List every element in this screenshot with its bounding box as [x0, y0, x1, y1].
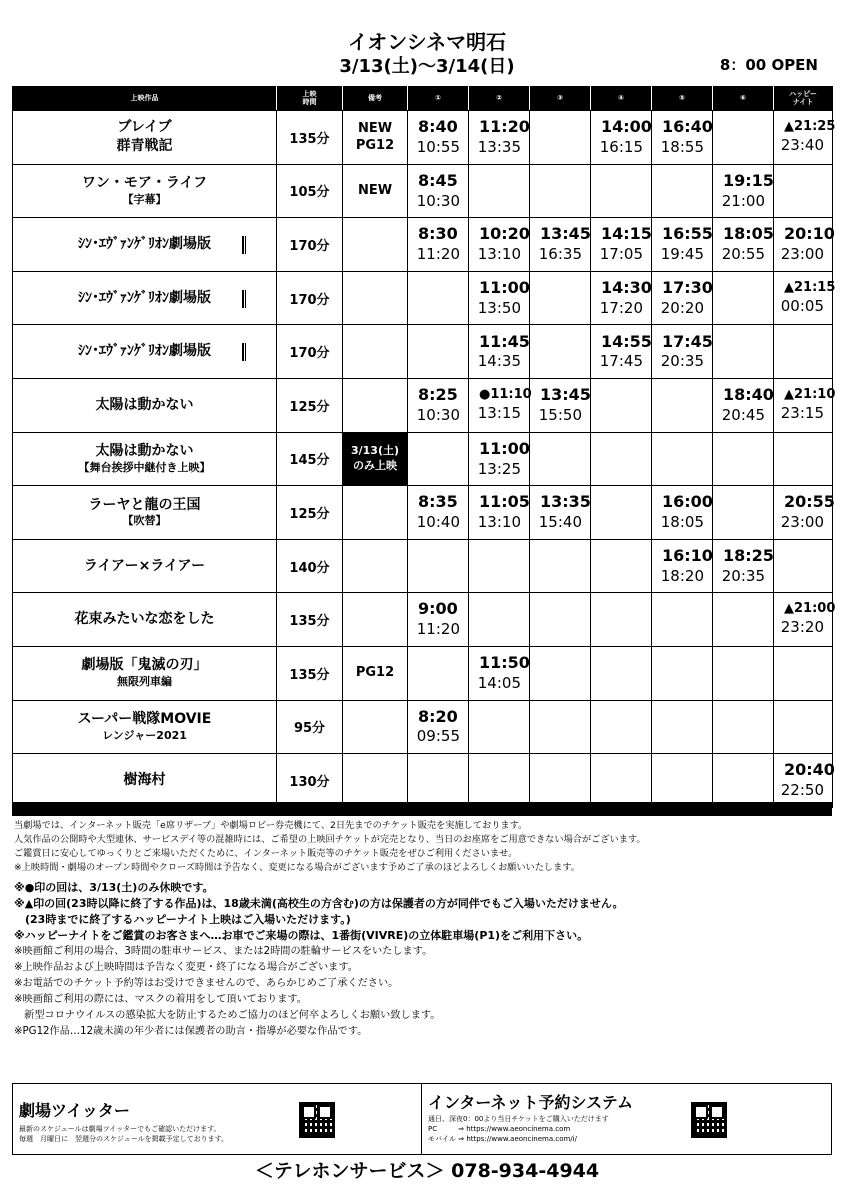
showtime-cell [774, 646, 833, 700]
part-mark-icon [242, 236, 246, 254]
showtime-cell[interactable] [469, 271, 530, 325]
showtime-cell [408, 539, 469, 593]
showtime-cell[interactable] [469, 432, 530, 486]
showtime-cell[interactable] [469, 378, 530, 432]
schedule-table [12, 86, 836, 808]
runtime: 105分 [277, 164, 343, 218]
start-time: 18:05 [723, 224, 774, 244]
showtime-cell [713, 486, 774, 540]
runtime: 135分 [277, 646, 343, 700]
pc-url-link[interactable]: PC ⇒ https://www.aeoncinema.com [428, 1125, 571, 1133]
column-header: 上映 時間 [277, 87, 343, 111]
showtime-cell[interactable] [408, 164, 469, 218]
note-line: ※お電話でのチケット予約等はお受けできませんので、あらかじめご了承ください。 [14, 978, 399, 989]
movie-title: 劇場版「鬼滅の刃」 [81, 657, 208, 674]
note-line: ※ハッピーナイトをご鑑賞のお客さまへ…お車でご来場の際は、1番街(VIVRE)の立体駐車場(P1)をご利用下さい。 [14, 929, 589, 942]
movie-title-cell [13, 218, 277, 272]
end-time: 15:40 [538, 513, 582, 532]
showtime-cell[interactable] [713, 539, 774, 593]
end-time: 18:05 [660, 513, 704, 532]
start-time: 14:55 [601, 331, 652, 351]
runtime: 135分 [277, 593, 343, 647]
movie-title-cell [13, 700, 277, 754]
showtime-cell [713, 111, 774, 165]
note-line: ※上映作品および上映時間は予告なく変更・終了になる場合がございます。 [14, 962, 358, 973]
start-time: 8:40 [418, 117, 458, 137]
end-time: 14:35 [477, 352, 521, 371]
movie-row [13, 111, 833, 165]
end-time: 17:20 [599, 298, 643, 317]
runtime: 130分 [277, 754, 343, 808]
start-time: 8:20 [418, 706, 458, 726]
start-time: ▲21:25 [784, 119, 836, 135]
start-time: 8:30 [418, 224, 458, 244]
showtime-cell [652, 700, 713, 754]
start-time: 16:10 [662, 545, 713, 565]
showtime-cell[interactable] [713, 164, 774, 218]
movie-row [13, 593, 833, 647]
start-time: 16:00 [662, 492, 713, 512]
end-time: 23:20 [780, 618, 824, 637]
note-line: ※▲印の回(23時以降に終了する作品)は、18歳未満(高校生の方含む)の方は保護者の方が同伴でもご入場いただけません。 [14, 897, 624, 910]
movie-row [13, 646, 833, 700]
showtime-cell[interactable] [469, 646, 530, 700]
showtime-cell [530, 111, 591, 165]
note-line: ※上映時間・劇場のオープン時間やクローズ時間は予告なく、変更になる場合がございます予めご了承のほどよろしくお願いいたします。 [14, 862, 580, 873]
showtime-cell[interactable] [408, 111, 469, 165]
showtime-cell [530, 432, 591, 486]
movie-title: スーパー戦隊MOVIE [77, 710, 212, 727]
movie-subtitle: 【吹替】 [122, 514, 167, 528]
runtime: 135分 [277, 111, 343, 165]
showtime-cell[interactable] [713, 218, 774, 272]
showtime-cell[interactable] [652, 325, 713, 379]
runtime: 140分 [277, 539, 343, 593]
end-time: 23:15 [780, 403, 824, 422]
end-time: 18:20 [660, 566, 704, 585]
remarks [343, 325, 408, 379]
start-time: 18:25 [723, 545, 774, 565]
movie-row [13, 271, 833, 325]
showtime-cell [408, 271, 469, 325]
end-time: 10:30 [416, 191, 460, 210]
twitter-heading: 劇場ツイッター [19, 1101, 130, 1120]
start-time: 13:45 [540, 385, 591, 405]
showtime-cell [713, 593, 774, 647]
movie-title: ｼﾝ･ｴｳﾞｧﾝｹﾞﾘｵﾝ劇場版 [78, 236, 211, 253]
end-time: 13:15 [477, 403, 521, 422]
note-line: 新型コロナウイルスの感染拡大を防止するためご協力のほど何卒よろしくお願い致します。 [14, 1010, 441, 1021]
start-time: 11:00 [479, 438, 530, 458]
start-time: ●11:10 [479, 387, 532, 403]
showtime-cell [469, 539, 530, 593]
showtime-cell [652, 754, 713, 808]
remarks [343, 218, 408, 272]
end-time: 11:20 [416, 245, 460, 264]
showtime-cell[interactable] [530, 486, 591, 540]
remarks [343, 271, 408, 325]
showtime-cell[interactable] [530, 218, 591, 272]
showtime-cell[interactable] [408, 218, 469, 272]
start-time: 14:00 [601, 117, 652, 137]
start-time: 17:30 [662, 277, 713, 297]
end-time: 09:55 [416, 727, 460, 746]
showtime-cell[interactable] [774, 271, 836, 325]
movie-title-cell [13, 432, 277, 486]
remarks: PG12 [343, 646, 408, 700]
end-time: 20:35 [721, 566, 765, 585]
showtime-cell[interactable] [591, 111, 652, 165]
runtime: 170分 [277, 325, 343, 379]
movie-title: ラーヤと龍の王国 [88, 496, 201, 513]
start-time: 11:05 [479, 492, 530, 512]
showtime-cell[interactable] [774, 218, 833, 272]
separator-bar [12, 802, 832, 816]
showtime-cell[interactable] [469, 486, 530, 540]
showtime-cell [652, 432, 713, 486]
showtime-cell [591, 593, 652, 647]
movie-row [13, 325, 833, 379]
open-time: 8：00 OPEN [719, 56, 818, 74]
start-time: 13:35 [540, 492, 591, 512]
movie-title: 太陽は動かない [95, 442, 194, 459]
end-time: 21:00 [721, 191, 765, 210]
movie-title: 花束みたいな恋をした [74, 611, 215, 628]
runtime: 125分 [277, 378, 343, 432]
start-time: 17:45 [662, 331, 713, 351]
end-time: 16:15 [599, 137, 643, 156]
movie-row [13, 754, 833, 808]
internet-text: 通日、深夜0：00より当日チケットをご購入いただけます PC ⇒ https://www.aeoncinema.com モバイル ⇒ https://www.aeoncinema.com/i/ [428, 1115, 609, 1143]
start-time: 8:25 [418, 385, 458, 405]
showtime-cell [774, 432, 833, 486]
showtime-cell [530, 593, 591, 647]
part-mark-icon [242, 343, 246, 361]
showtime-cell [652, 593, 713, 647]
ticket-notes [14, 819, 830, 875]
showtime-cell [774, 325, 833, 379]
movie-subtitle: 【字幕】 [122, 192, 167, 206]
showtime-cell [469, 700, 530, 754]
showtime-cell [408, 646, 469, 700]
showtime-cell [469, 754, 530, 808]
showtime-cell [591, 700, 652, 754]
showtime-cell [652, 164, 713, 218]
movie-row [13, 539, 833, 593]
end-time: 23:00 [780, 245, 824, 264]
showtime-cell[interactable] [469, 325, 530, 379]
start-time: 11:45 [479, 331, 530, 351]
end-time: 13:25 [477, 459, 521, 478]
internet-heading: インターネット予約システム [428, 1093, 633, 1112]
remarks: 3/13(土) のみ上映 [343, 432, 408, 486]
showtime-cell [591, 486, 652, 540]
end-time: 10:40 [416, 513, 460, 532]
showtime-cell [591, 432, 652, 486]
showtime-cell[interactable] [652, 111, 713, 165]
showtime-cell [469, 164, 530, 218]
remarks [343, 378, 408, 432]
remarks [343, 700, 408, 754]
end-time: 13:10 [477, 513, 521, 532]
movie-title: ブレイブ [117, 119, 172, 136]
showtime-cell[interactable] [652, 271, 713, 325]
showtime-cell [774, 164, 833, 218]
start-time: 11:00 [479, 277, 530, 297]
start-time: ▲21:00 [784, 601, 836, 617]
movie-title: ワン・モア・ライフ [81, 175, 208, 192]
start-time: ▲21:10 [784, 387, 836, 403]
end-time: 18:55 [660, 137, 704, 156]
remarks [343, 754, 408, 808]
showtime-cell[interactable] [774, 111, 836, 165]
showtime-cell[interactable] [591, 271, 652, 325]
end-time: 20:45 [721, 405, 765, 424]
start-time: 9:00 [418, 599, 458, 619]
end-time: 17:05 [599, 245, 643, 264]
showtime-cell [652, 378, 713, 432]
showtime-cell[interactable] [469, 218, 530, 272]
note-line: ※映画館ご利用の際には、マスクの着用をして頂いております。 [14, 994, 307, 1005]
showtime-cell[interactable] [469, 111, 530, 165]
movie-title-cell [13, 271, 277, 325]
start-time: 8:45 [418, 170, 458, 190]
info-box [12, 1083, 832, 1155]
end-time: 20:35 [660, 352, 704, 371]
note-line: 人気作品の公開時や大型連休、サービスデイ等の混雑時には、ご希望の上映回チケットが完売となり、当日のお座席をご用意できない場合がございます。 [14, 834, 646, 845]
column-header: 備考 [343, 87, 408, 111]
remarks [343, 593, 408, 647]
start-time: 20:10 [784, 224, 835, 244]
movie-row [13, 432, 833, 486]
runtime: 95分 [277, 700, 343, 754]
movie-title-cell [13, 539, 277, 593]
column-header: ② [469, 87, 530, 111]
start-time: 20:40 [784, 760, 835, 780]
movie-title-cell [13, 593, 277, 647]
end-time: 20:55 [721, 245, 765, 264]
showtime-cell [774, 700, 833, 754]
movie-subtitle: レンジャー2021 [102, 728, 187, 742]
end-time: 19:45 [660, 245, 704, 264]
movie-title: 樹海村 [123, 771, 166, 788]
end-time: 11:20 [416, 620, 460, 639]
internet-booking-section [422, 1084, 831, 1154]
showtime-cell[interactable] [652, 218, 713, 272]
movie-row [13, 486, 833, 540]
showtime-cell[interactable] [408, 486, 469, 540]
note-line: ※●印の回は、3/13(土)のみ休映です。 [14, 881, 214, 894]
end-time: 13:35 [477, 137, 521, 156]
column-header: 上映作品 [13, 87, 277, 111]
note-line: 当劇場では、インターネット販売「e席リザーブ」や劇場ロビー券売機にて、2日先までのチケット販売を実施しております。 [14, 820, 528, 831]
twitter-text: 最新のスケジュールは劇場ツイッターでもご確認いただけます。 毎週 月曜日に 翌週分のスケジュールを掲載予定しております。 [19, 1125, 229, 1143]
end-time: 14:05 [477, 673, 521, 692]
start-time: 14:15 [601, 224, 652, 244]
movie-row [13, 700, 833, 754]
column-header: ⑥ [713, 87, 774, 111]
movie-row [13, 164, 833, 218]
start-time: 19:15 [723, 170, 774, 190]
start-time: 16:55 [662, 224, 713, 244]
movie-title-cell [13, 111, 277, 165]
end-time: 13:10 [477, 245, 521, 264]
twitter-qr-code-icon [299, 1102, 335, 1138]
showtime-cell [713, 432, 774, 486]
movie-title-cell [13, 646, 277, 700]
showtime-cell[interactable] [774, 754, 833, 808]
end-time: 16:35 [538, 245, 582, 264]
showtime-cell [530, 539, 591, 593]
start-time: 14:30 [601, 277, 652, 297]
showtime-cell[interactable] [591, 325, 652, 379]
end-time: 10:55 [416, 137, 460, 156]
column-header: ハッピー ナイト [774, 87, 833, 111]
movie-subtitle: 【舞台挨拶中継付き上映】 [78, 460, 211, 474]
start-time: 10:20 [479, 224, 530, 244]
runtime: 170分 [277, 218, 343, 272]
showtime-cell[interactable] [591, 218, 652, 272]
start-time: 20:55 [784, 492, 835, 512]
showtime-cell[interactable] [652, 539, 713, 593]
end-time: 23:00 [780, 513, 824, 532]
showtime-cell [530, 754, 591, 808]
showtime-cell[interactable] [530, 378, 591, 432]
telephone-service: ＜テレホンサービス＞ 078-934-4944 [254, 1160, 600, 1182]
end-time: 20:20 [660, 298, 704, 317]
note-line: ※PG12作品…12歳未満の年少者には保護者の助言・指導が必要な作品です。 [14, 1026, 368, 1037]
start-time: 13:45 [540, 224, 591, 244]
showtime-cell [591, 164, 652, 218]
showtime-cell[interactable] [652, 486, 713, 540]
column-header: ④ [591, 87, 652, 111]
showtime-cell [469, 593, 530, 647]
column-header: ③ [530, 87, 591, 111]
showtime-cell [530, 646, 591, 700]
mobile-url-link[interactable]: モバイル ⇒ https://www.aeoncinema.com/i/ [428, 1135, 577, 1143]
movie-title-cell [13, 164, 277, 218]
note-line: (23時までに終了するハッピーナイト上映はご入場いただけます。) [14, 913, 351, 926]
runtime: 145分 [277, 432, 343, 486]
end-time: 23:40 [780, 135, 824, 154]
start-time: 11:20 [479, 117, 530, 137]
showtime-cell[interactable] [408, 378, 469, 432]
showtime-cell [591, 539, 652, 593]
movie-title: ライアー×ライアー [83, 557, 206, 574]
column-header: ① [408, 87, 469, 111]
showtime-cell[interactable] [774, 486, 833, 540]
start-time: 8:35 [418, 492, 458, 512]
showtime-cell[interactable] [774, 593, 836, 647]
movie-row [13, 218, 833, 272]
end-time: 17:45 [599, 352, 643, 371]
showtime-cell [530, 164, 591, 218]
showtime-cell[interactable] [713, 378, 774, 432]
end-time: 00:05 [780, 296, 824, 315]
showtime-cell[interactable] [408, 593, 469, 647]
showtime-cell [652, 646, 713, 700]
start-time: 11:50 [479, 653, 530, 673]
movie-title: ｼﾝ･ｴｳﾞｧﾝｹﾞﾘｵﾝ劇場版 [78, 289, 211, 306]
showtime-cell [408, 754, 469, 808]
showtime-cell [713, 700, 774, 754]
note-line: ※映画館ご利用の場合、3時間の駐車サービス、または2時間の駐輪サービスをいたします。 [14, 946, 433, 957]
movie-subtitle: 群青戦記 [116, 138, 173, 155]
remarks [343, 486, 408, 540]
movie-title: ｼﾝ･ｴｳﾞｧﾝｹﾞﾘｵﾝ劇場版 [78, 343, 211, 360]
table-header-row [13, 87, 833, 111]
showtime-cell [591, 378, 652, 432]
remarks: NEW PG12 [343, 111, 408, 165]
important-notes [14, 880, 830, 1040]
movie-row [13, 378, 833, 432]
showtime-cell[interactable] [408, 700, 469, 754]
showtime-cell [591, 646, 652, 700]
showtime-cell[interactable] [774, 378, 836, 432]
column-header: ⑤ [652, 87, 713, 111]
showtime-cell [713, 271, 774, 325]
showtime-cell [530, 700, 591, 754]
movie-title: 太陽は動かない [95, 396, 194, 413]
theater-name: イオンシネマ明石 [347, 30, 507, 54]
start-time: 18:40 [723, 385, 774, 405]
part-mark-icon [242, 290, 246, 308]
end-time: 13:50 [477, 298, 521, 317]
twitter-section [13, 1084, 422, 1154]
movie-title-cell [13, 486, 277, 540]
showtime-cell [713, 754, 774, 808]
schedule-date: 3/13(土)～3/14(日) [339, 56, 515, 77]
runtime: 125分 [277, 486, 343, 540]
movie-title-cell [13, 754, 277, 808]
movie-title-cell [13, 325, 277, 379]
start-time: 16:40 [662, 117, 713, 137]
remarks: NEW [343, 164, 408, 218]
showtime-cell [591, 754, 652, 808]
showtime-cell [774, 539, 833, 593]
showtime-cell [713, 646, 774, 700]
showtime-cell [530, 271, 591, 325]
end-time: 10:30 [416, 405, 460, 424]
end-time: 22:50 [780, 781, 824, 800]
runtime: 170分 [277, 271, 343, 325]
end-time: 15:50 [538, 405, 582, 424]
showtime-cell [530, 325, 591, 379]
start-time: ▲21:15 [784, 279, 836, 295]
showtime-cell [408, 325, 469, 379]
booking-qr-code-icon [691, 1102, 727, 1138]
movie-title-cell [13, 378, 277, 432]
showtime-cell [713, 325, 774, 379]
showtime-cell [408, 432, 469, 486]
remarks [343, 539, 408, 593]
movie-subtitle: 無限列車編 [117, 675, 172, 689]
note-line: ご鑑賞日に安心してゆっくりとご来場いただくために、インターネット販売等のチケット販売をぜひご利用くださいませ。 [14, 848, 518, 859]
